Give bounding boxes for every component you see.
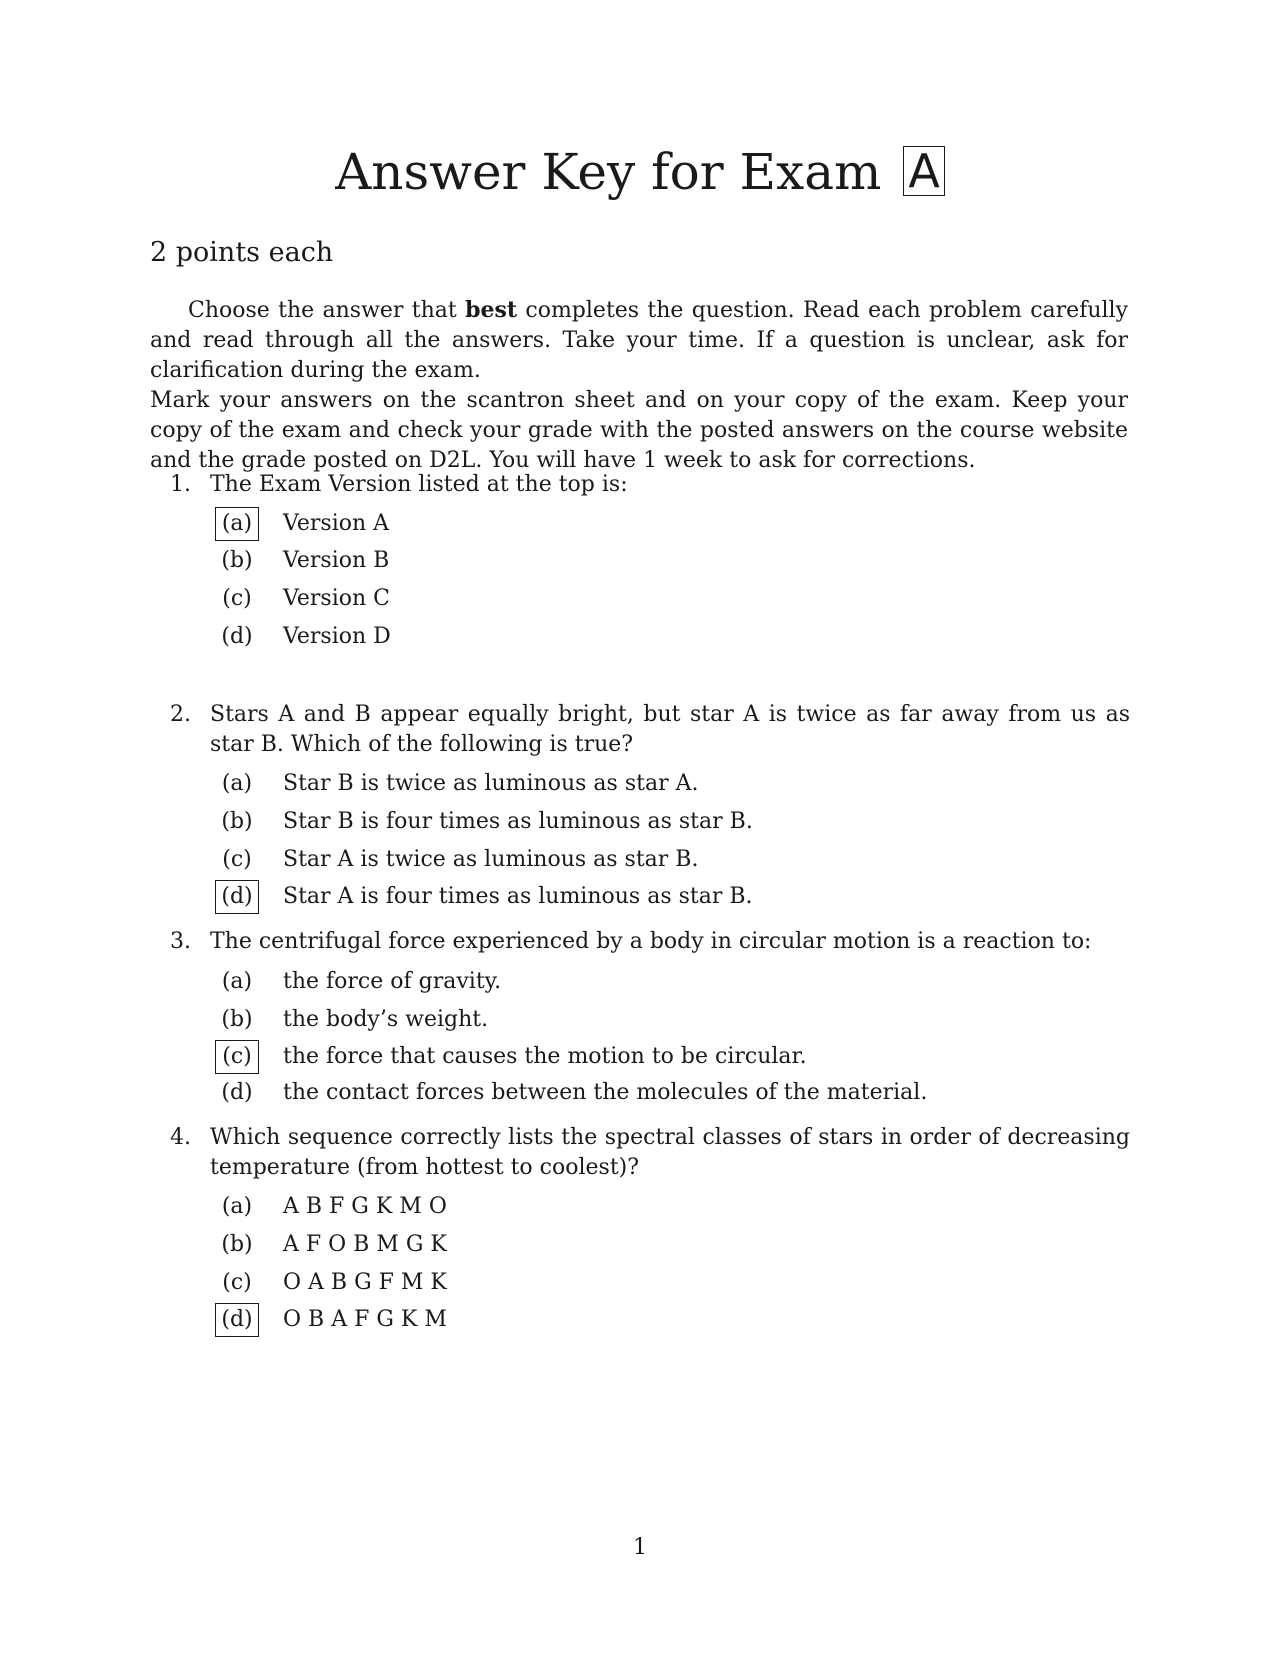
choice-text: the force of gravity.: [283, 969, 502, 994]
instructions-paragraph-2: Mark your answers on the scantron sheet and on your copy of the exam. Keep your copy of the exam and check your grade with the posted answers on the course website and the grade posted on D2L. You will have 1 week to ask for corrections.: [150, 388, 1128, 473]
choice-letter-correct: (a): [215, 507, 259, 541]
choice-4a: [215, 1190, 1115, 1224]
choice-text: O A B G F M K: [283, 1270, 447, 1295]
choice-4c: [215, 1266, 1115, 1300]
emphasis-best: best: [465, 297, 518, 323]
choice-4d: [215, 1303, 1115, 1337]
choice-letter: (d): [221, 624, 253, 649]
choice-1b: [215, 544, 1115, 578]
choice-4b: [215, 1228, 1115, 1262]
choice-1d: [215, 620, 1115, 654]
title-text: Answer Key for Exam: [335, 143, 882, 201]
choice-letter: (b): [221, 1232, 253, 1257]
choice-text: Version B: [283, 548, 390, 573]
page-title: [0, 142, 1280, 202]
question-text: Stars A and B appear equally bright, but star A is twice as far away from us as star B. Which of the following is true?: [210, 702, 1130, 757]
choice-text: the body’s weight.: [283, 1007, 489, 1032]
choice-text: Version C: [283, 586, 390, 611]
choice-letter-correct: (d): [215, 1303, 259, 1337]
choice-2a: [215, 767, 1115, 801]
choice-text: Star A is twice as luminous as star B.: [283, 847, 699, 872]
choice-letter: (b): [221, 548, 253, 573]
choice-letter: (a): [221, 969, 253, 994]
question-text: Which sequence correctly lists the spectral classes of stars in order of decreasing temperature (from hottest to coolest)?: [210, 1125, 1130, 1180]
choice-3b: [215, 1003, 1115, 1037]
choice-text: the contact forces between the molecules of the material.: [283, 1080, 928, 1105]
question-number: 4.: [170, 1125, 191, 1150]
choice-letter: (c): [222, 1270, 252, 1295]
choice-text: A F O B M G K: [283, 1232, 447, 1257]
question-text: The centrifugal force experienced by a body in circular motion is a reaction to:: [210, 929, 1092, 954]
choice-text: Star A is four times as luminous as star B.: [283, 884, 753, 909]
choice-letter: (a): [221, 1194, 253, 1219]
choice-letter: (c): [222, 586, 252, 611]
choice-1c: [215, 582, 1115, 616]
choice-letter: (b): [221, 1007, 253, 1032]
choice-2c: [215, 843, 1115, 877]
exam-version-box: A: [903, 146, 944, 196]
question-number: 3.: [170, 929, 191, 954]
instructions-text: completes the question. Read each problem carefully and read through all the answers. Take your time. If a question is unclear, ask for clarification during the exam.: [150, 298, 1129, 383]
question-2: [170, 700, 1130, 909]
choice-letter: (c): [222, 847, 252, 872]
points-note: 2 points each: [150, 237, 334, 268]
instructions-text: Choose the answer that: [188, 298, 457, 323]
choice-3c: [215, 1040, 1115, 1074]
question-number: 2.: [170, 702, 191, 727]
choice-letter: (b): [221, 809, 253, 834]
instructions: [150, 295, 1128, 476]
choice-2d: [215, 880, 1115, 914]
page-number: 1: [633, 1535, 647, 1560]
choice-2b: [215, 805, 1115, 839]
choice-text: Star B is twice as luminous as star A.: [283, 771, 699, 796]
choice-text: O B A F G K M: [283, 1307, 447, 1332]
question-number: 1.: [170, 472, 191, 497]
choice-1a: [215, 507, 1115, 541]
choice-text: A B F G K M O: [283, 1194, 447, 1219]
question-4: [170, 1123, 1130, 1332]
question-3: [170, 927, 1130, 1105]
choice-text: Star B is four times as luminous as star B.: [283, 809, 753, 834]
instructions-paragraph-1: [150, 295, 1128, 386]
choice-letter: (a): [221, 771, 253, 796]
question-1: [170, 470, 1130, 649]
choice-text: Version D: [283, 624, 391, 649]
choice-letter: (d): [221, 1080, 253, 1105]
choice-letter-correct: (c): [215, 1040, 259, 1074]
choice-text: the force that causes the motion to be circular.: [283, 1044, 807, 1069]
question-text: The Exam Version listed at the top is:: [210, 472, 628, 497]
choice-letter-correct: (d): [215, 880, 259, 914]
choice-text: Version A: [283, 511, 390, 536]
choice-3a: [215, 965, 1115, 999]
choice-3d: [215, 1076, 1115, 1110]
